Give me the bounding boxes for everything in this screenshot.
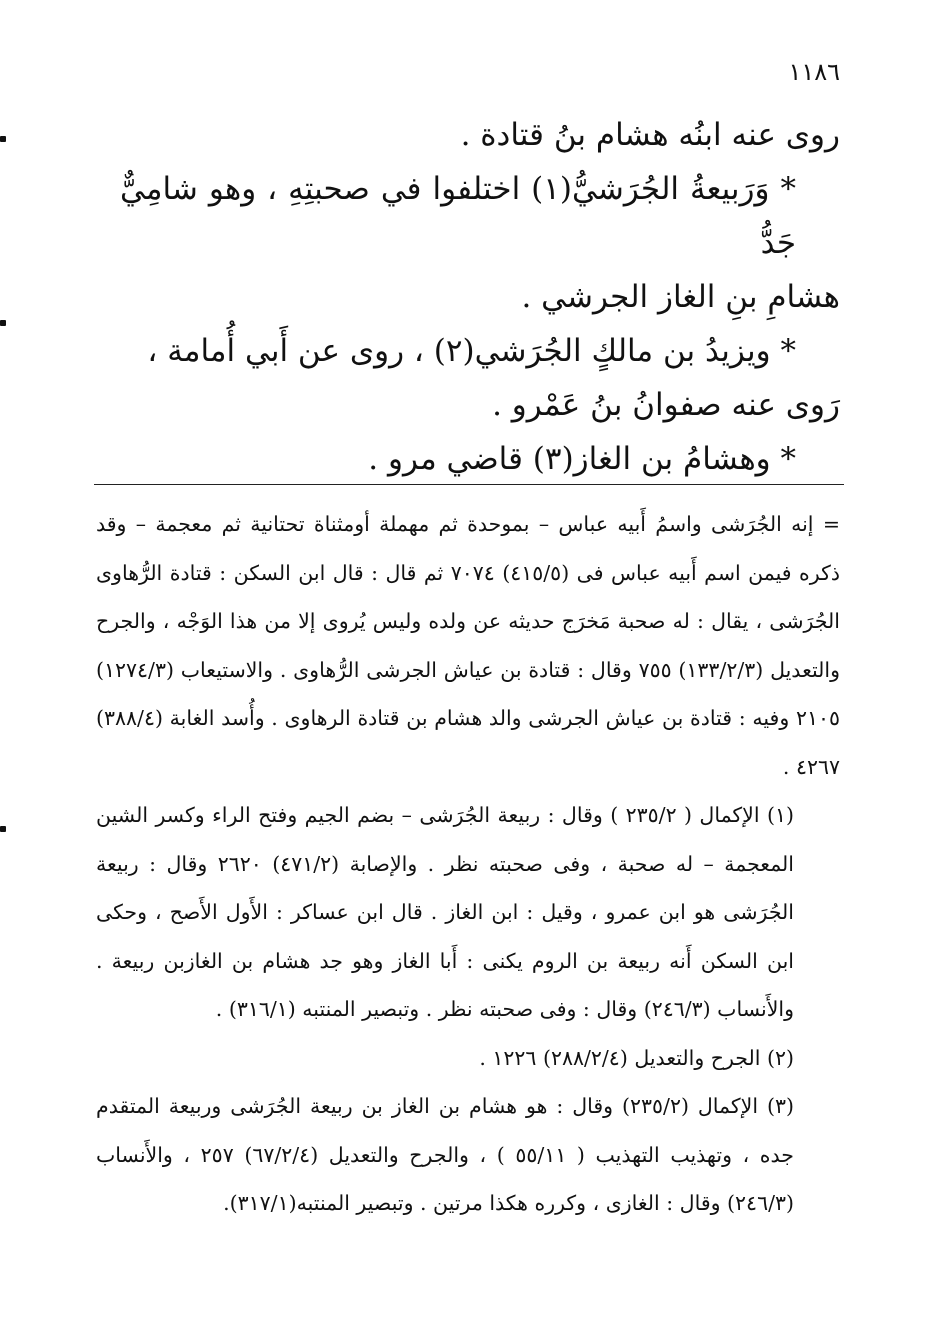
footnote-1: (١) الإكمال ( ٢٣٥/٢ ) وقال : ربيعة الجُرَشى – بضم الجيم وفتح الراء وكسر الشين المعجمة – له صحبة ، وفى صحبته نظر . والإصابة (٤٧١/٢) ٢٦٢٠ وقال : ربيعة الجُرَشى هو ابن عمرو ، وقيل : ابن الغاز . قال ابن عساكر : الأَول الأَصح ، وحكى ابن السكن أَنه ربيعة بن الروم يكنى : أَبا الغاز وهو جد هشام بن الغازبن ربيعة . والأَنساب (٢٤٦/٣) وقال : وفى صحبته نظر . وتبصير المنتبه (٣١٦/١) . bbox=[96, 803, 794, 1021]
main-line: * وهشامُ بن الغاز(٣) قاضي مرو . bbox=[368, 441, 796, 477]
margin-mark bbox=[0, 826, 6, 832]
margin-mark bbox=[0, 320, 6, 326]
main-line: هشامِ بنِ الغاز الجرشي . bbox=[521, 279, 840, 315]
footnote-2: (٢) الجرح والتعديل (٢٨٨/٢/٤) ١٢٢٦ . bbox=[479, 1045, 794, 1070]
footnote-continuation: = إنه الجُرَشى واسمُ أَبيه عباس – بموحدة ثم مهملة أومثناة تحتانية ثم معجمة – وقد ذكره فيمن اسم أَبيه عباس فى (٤١٥/٥) ٧٠٧٤ ثم قال : قال ابن السكن : قتادة الرُّهاوى الجُرَشى ، يقال : له صحبة مَخرَج حديثه عن ولده وليس يُروى إلا من هذا الوَجْه ، والجرح والتعديل (١٣٣/٢/٣) ٧٥٥ وقال : قتادة بن عياش الجرشى الرُّهاوى . والاستيعاب (١٢٧٤/٣) ٢١٠٥ وفيه : قتادة بن عياش الجرشى والد هشام بن قتادة الرهاوى . وأُسد الغابة (٣٨٨/٤) ٤٢٦٧ . bbox=[96, 512, 840, 779]
main-text bbox=[120, 108, 840, 486]
footnotes bbox=[96, 500, 840, 1228]
main-line: روى عنه ابنُه هشام بنُ قتادة . bbox=[460, 117, 840, 153]
footnote-divider bbox=[94, 484, 844, 485]
main-line: رَوى عنه صفوانُ بنُ عَمْرو . bbox=[492, 387, 840, 423]
main-line: * وَرَبيعةُ الجُرَشيُّ(١) اختلفوا في صحبتِهِ ، وهو شامِيٌّ جَدُّ bbox=[120, 171, 796, 261]
margin-mark bbox=[0, 136, 6, 142]
footnote-3: (٣) الإكمال (٢٣٥/٢) وقال : هو هشام بن الغاز بن ربيعة الجُرَشى وربيعة المتقدم جده ، وتهذيب التهذيب ( ٥٥/١١ ) ، والجرح والتعديل (٦٧/٢/٤) ٢٥٧ ، والأَنساب (٢٤٦/٣) وقال : الغازى ، وكرره هكذا مرتين . وتبصير المنتبه(٣١٧/١). bbox=[96, 1094, 794, 1215]
main-line: * ويزيدُ بن مالكٍ الجُرَشي(٢) ، روى عن أَبي أُمامة ، bbox=[147, 333, 796, 369]
page-number: ١١٨٦ bbox=[788, 58, 840, 86]
